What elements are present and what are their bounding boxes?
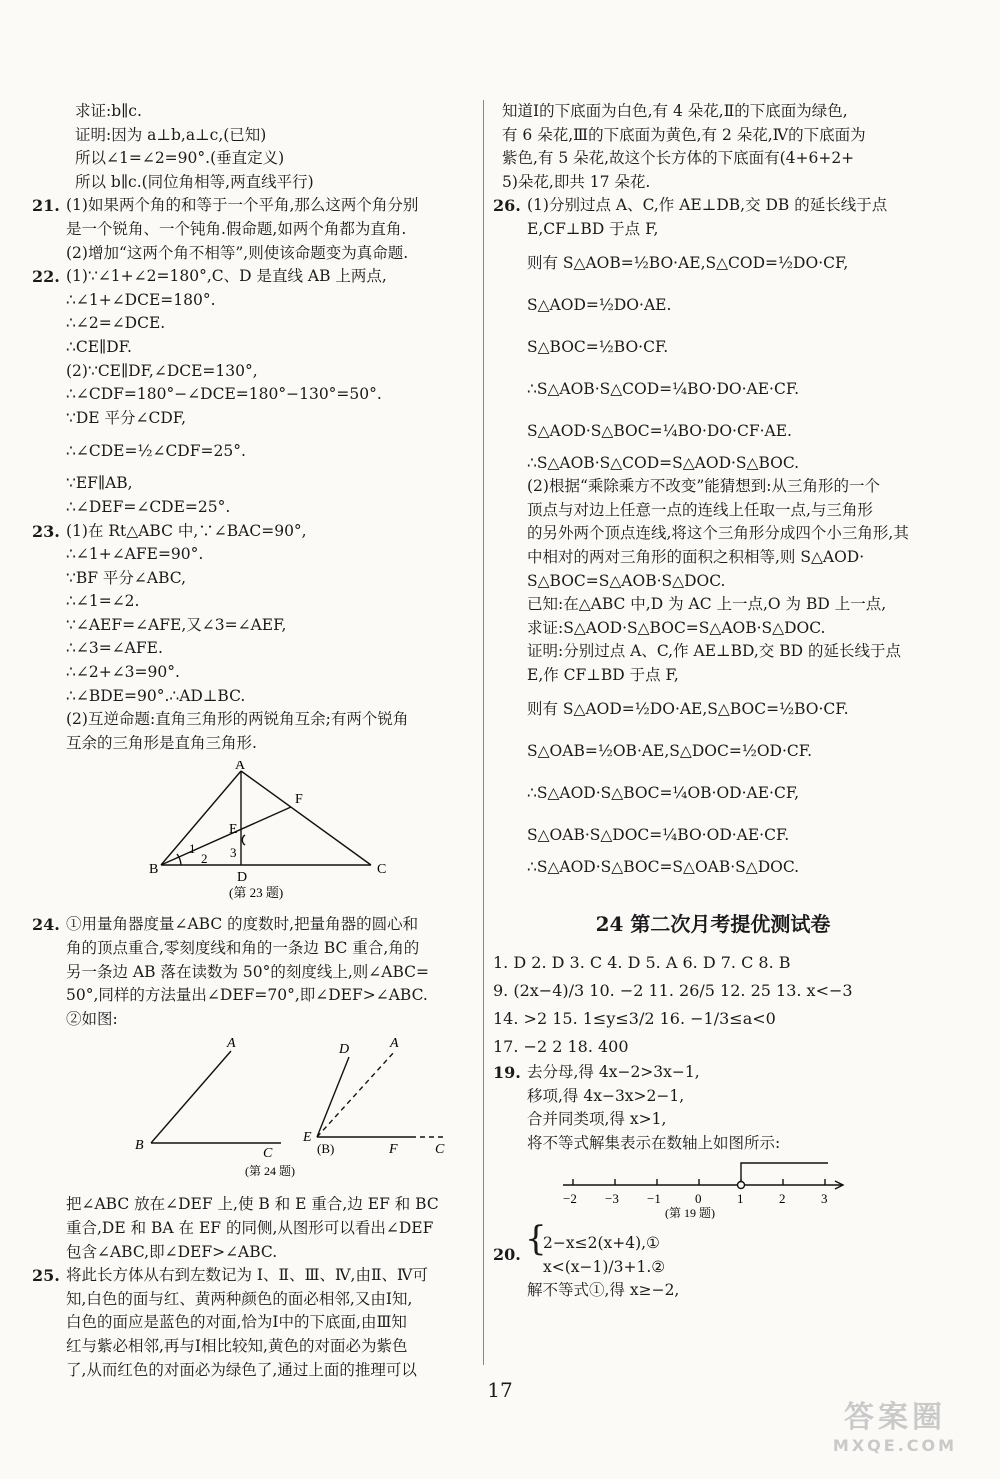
text-line: ∴S△AOD·S△BOC=¼OB·OD·AE·CF, [527, 783, 800, 802]
text-line: 角的顶点重合,零刻度线和角的一条边 BC 重合,角的 [66, 939, 420, 958]
text-line: 证明:因为 a⊥b,a⊥c,(已知) [75, 125, 267, 144]
question-21 [32, 194, 476, 218]
label-D: D [339, 1042, 350, 1058]
text-line: ∴∠1+∠DCE=180°. [66, 290, 216, 309]
number-line-figure [553, 1157, 853, 1219]
figure-caption: (第 19 题) [665, 1206, 715, 1220]
text-line: ∴CE∥DF. [66, 337, 132, 356]
text-line: 是一个锐角、一个钝角.假命题,如两个角都为直角. [66, 219, 407, 238]
text-line: ②如图: [66, 1009, 118, 1028]
figure-24 [66, 1031, 476, 1185]
text-line: 知,白色的面与红、黄两种颜色的面必相邻,又由Ⅰ知, [66, 1289, 413, 1308]
label-C: C [263, 1146, 273, 1162]
text-line: 包含∠ABC,即∠DEF>∠ABC. [66, 1242, 278, 1261]
tick-label: 0 [695, 1191, 702, 1207]
tick-label: 2 [779, 1191, 786, 1207]
text-line: ∴∠BDE=90°.∴AD⊥BC. [66, 686, 246, 705]
question-25 [32, 1264, 476, 1288]
text-line: 所以∠1=∠2=90°.(垂直定义) [75, 149, 285, 168]
label-F: F [295, 792, 303, 808]
text-line: 互余的三角形是直角三角形. [66, 733, 257, 752]
text-line: 求证:b∥c. [75, 102, 142, 120]
text-line: ∵DE 平分∠CDF, [66, 408, 187, 427]
text-line: 则有 S△AOD=½DO·AE,S△BOC=½BO·CF. [527, 699, 849, 718]
question-26 [493, 194, 933, 218]
watermark-logo [820, 1392, 970, 1455]
text-line: 的另外两个顶点连线,将这个三角形分成四个小三角形,其 [527, 524, 909, 543]
text-line: ∴∠CDF=180°−∠DCE=180°−130°=50°. [66, 385, 382, 404]
text-line: (1)∵∠1+∠2=180°,C、D 是直线 AB 上两点, [66, 267, 387, 286]
text-line: (2)互逆命题:直角三角形的两锐角互余;有两个锐角 [66, 710, 409, 729]
text-line: ∴∠DEF=∠CDE=25°. [66, 497, 231, 516]
question-number: 21. [32, 196, 60, 216]
question-number: 23. [32, 521, 60, 541]
section-title: 第二次月考提优测试卷 [630, 912, 831, 937]
figure-23 [66, 761, 476, 905]
tick-label: 3 [821, 1191, 828, 1207]
text-line: 证明:分别过点 A、C,作 AE⊥BD,交 BD 的延长线于点 [527, 642, 901, 661]
text-line: (1)如果两个角的和等于一个平角,那么这两个角分别 [66, 196, 419, 215]
text-line: S△AOD·S△BOC=¼BO·DO·CF·AE. [527, 421, 792, 440]
question-number: 20. [493, 1245, 521, 1265]
text-line: S△BOC=½BO·CF. [527, 337, 669, 356]
tick-label: −1 [647, 1191, 661, 1207]
label-C-dashed: C [435, 1142, 445, 1158]
label-E: E [303, 1130, 312, 1146]
text-line: 50°,同样的方法量出∠DEF=70°,即∠DEF>∠ABC. [66, 986, 428, 1005]
text-line: S△AOD=½DO·AE. [527, 295, 672, 314]
watermark-text: 答案圈 [844, 1400, 946, 1435]
text-line: E,作 CF⊥BD 于点 F, [527, 665, 679, 684]
text-line: ∵∠AEF=∠AFE,又∠3=∠AEF, [66, 615, 287, 634]
text-line: 合并同类项,得 x>1, [527, 1110, 667, 1129]
label-C: C [377, 862, 387, 878]
text-line: (1)在 Rt△ABC 中,∵∠BAC=90°, [66, 521, 307, 540]
text-line: 紫色,有 5 朵花,故这个长方体的下底面有(4+6+2+ [502, 149, 855, 168]
figure-caption: (第 23 题) [229, 885, 284, 901]
text-line: S△OAB=½OB·AE,S△DOC=½OD·CF. [527, 741, 813, 760]
tick-label: −3 [605, 1191, 619, 1207]
text-line: (2)∵CE∥DF,∠DCE=130°, [66, 361, 258, 380]
question-number: 25. [32, 1266, 60, 1286]
text-line: 把∠ABC 放在∠DEF 上,使 B 和 E 重合,边 EF 和 BC [66, 1195, 439, 1214]
text-line: 所以 b∥c.(同位角相等,两直线平行) [75, 172, 314, 191]
text-line: 解不等式①,得 x≥−2, [527, 1281, 680, 1300]
label-F: F [389, 1142, 398, 1158]
text-line: 白色的面应是蓝色的对面,恰为Ⅰ中的下底面,由Ⅲ知 [66, 1313, 407, 1332]
text-line: 顶点与对边上任意一点的连线上任取一点,与三角形 [527, 500, 873, 519]
text-line: ∴S△AOD·S△BOC=S△OAB·S△DOC. [527, 857, 800, 876]
question-22 [32, 265, 476, 289]
angle-2-label: 2 [201, 851, 208, 867]
question-number: 19. [493, 1063, 521, 1083]
question-number: 22. [32, 267, 60, 287]
text-line: S△BOC=S△AOB·S△DOC. [527, 571, 726, 590]
left-column [32, 100, 476, 1382]
section-number: 24 [595, 912, 624, 937]
text-line: 5)朵花,即共 17 朵花. [502, 172, 651, 191]
text-line: 了,从而红色的对面必为绿色了,通过上面的推理可以 [66, 1360, 417, 1379]
page-number: 17 [487, 1378, 513, 1402]
text-line: 移项,得 4x−3x>2−1, [527, 1086, 685, 1105]
text-line: 则有 S△AOB=½BO·AE,S△COD=½DO·CF, [527, 253, 849, 272]
answer-line: 1. D 2. D 3. C 4. D 5. A 6. D 7. C 8. B [493, 953, 791, 973]
label-B: B [149, 862, 159, 878]
label-D: D [237, 870, 248, 886]
question-20 [493, 1219, 933, 1279]
figure-caption: (第 24 题) [245, 1164, 295, 1179]
text-line: 去分母,得 4x−2>3x−1, [527, 1063, 700, 1082]
text-line: ∴∠CDE=½∠CDF=25°. [66, 442, 246, 461]
text-line: (2)增加“这两个角不相等”,则使该命题变为真命题. [66, 243, 409, 262]
label-A-dashed: A [390, 1036, 399, 1052]
answer-line: 9. (2x−4)/3 10. −2 11. 26/5 12. 25 13. x<−3 [493, 981, 853, 1001]
text-line: 重合,DE 和 BA 在 EF 的同侧,从图形可以看出∠DEF [66, 1219, 434, 1237]
text-line: ①用量角器度量∠ABC 的度数时,把量角器的圆心和 [66, 915, 419, 934]
answer-line: 17. −2 2 18. 400 [493, 1037, 629, 1057]
label-B-paren: (B) [317, 1141, 335, 1157]
angle-1-label: 1 [189, 841, 196, 857]
watermark-url: MXQE.COM [832, 1436, 958, 1455]
text-line: ∴∠2=∠DCE. [66, 314, 166, 333]
text-line: ∴∠3=∠AFE. [66, 639, 163, 658]
text-line: 将不等式解集表示在数轴上如图所示: [527, 1133, 781, 1152]
label-B: B [135, 1138, 144, 1154]
brace-icon: { [525, 1219, 547, 1260]
answer-line: 14. >2 15. 1≤y≤3/2 16. −1/3≤a<0 [493, 1009, 776, 1029]
text-line: ∴∠1+∠AFE=90°. [66, 545, 204, 564]
figure-19 [553, 1157, 933, 1223]
question-23 [32, 520, 476, 544]
label-A: A [235, 761, 246, 774]
label-A: A [227, 1036, 236, 1052]
tick-label: 1 [737, 1191, 744, 1207]
question-24 [32, 913, 476, 937]
equation-line: x<(x−1)/3+1.② [543, 1258, 666, 1277]
label-E: E [229, 822, 238, 838]
text-line: ∴∠2+∠3=90°. [66, 663, 180, 682]
text-line: (1)分别过点 A、C,作 AE⊥DB,交 DB 的延长线于点 [527, 196, 888, 215]
equation-line: 2−x≤2(x+4),① [543, 1234, 660, 1253]
text-line: ∴S△AOB·S△COD=¼BO·DO·AE·CF. [527, 379, 800, 398]
text-line: ∴∠1=∠2. [66, 592, 140, 611]
angle-3-label: 3 [230, 845, 237, 861]
text-line: 有 6 朵花,Ⅲ的下底面为黄色,有 2 朵花,Ⅳ的下底面为 [502, 125, 866, 144]
text-line: 知道Ⅰ的下底面为白色,有 4 朵花,Ⅱ的下底面为绿色, [502, 102, 848, 120]
right-column [493, 100, 933, 1303]
text-line: 红与紫必相邻,再与Ⅰ相比较知,黄色的对面必为紫色 [66, 1336, 408, 1355]
question-number: 26. [493, 196, 521, 216]
text-line: 中相对的两对三角形的面积之积相等,则 S△AOD· [527, 547, 865, 566]
text-line: S△OAB·S△DOC=¼BO·OD·AE·CF. [527, 825, 790, 844]
triangle-figure [141, 761, 401, 901]
text-line: 另一条边 AB 落在读数为 50°的刻度线上,则∠ABC= [66, 962, 429, 981]
text-line: (2)根据“乘除乘方不改变”能猜想到:从三角形的一个 [527, 477, 881, 496]
text-line: 将此长方体从右到左数记为 Ⅰ、Ⅱ、Ⅲ、Ⅳ,由Ⅱ、Ⅳ可 [66, 1266, 428, 1285]
question-number: 24. [32, 915, 60, 935]
text-line: 已知:在△ABC 中,D 为 AC 上一点,O 为 BD 上一点, [527, 595, 887, 614]
tick-label: −2 [563, 1191, 577, 1207]
text-line: ∵EF∥AB, [66, 474, 133, 493]
column-divider [483, 100, 484, 1365]
text-line: E,CF⊥BD 于点 F, [527, 219, 659, 238]
question-19 [493, 1061, 933, 1085]
angle-figure [81, 1031, 461, 1181]
section-heading [493, 899, 933, 949]
text-line: ∴S△AOB·S△COD=S△AOD·S△BOC. [527, 453, 800, 472]
text-line: ∵BF 平分∠ABC, [66, 568, 187, 587]
text-line: 求证:S△AOD·S△BOC=S△AOB·S△DOC. [527, 618, 826, 637]
